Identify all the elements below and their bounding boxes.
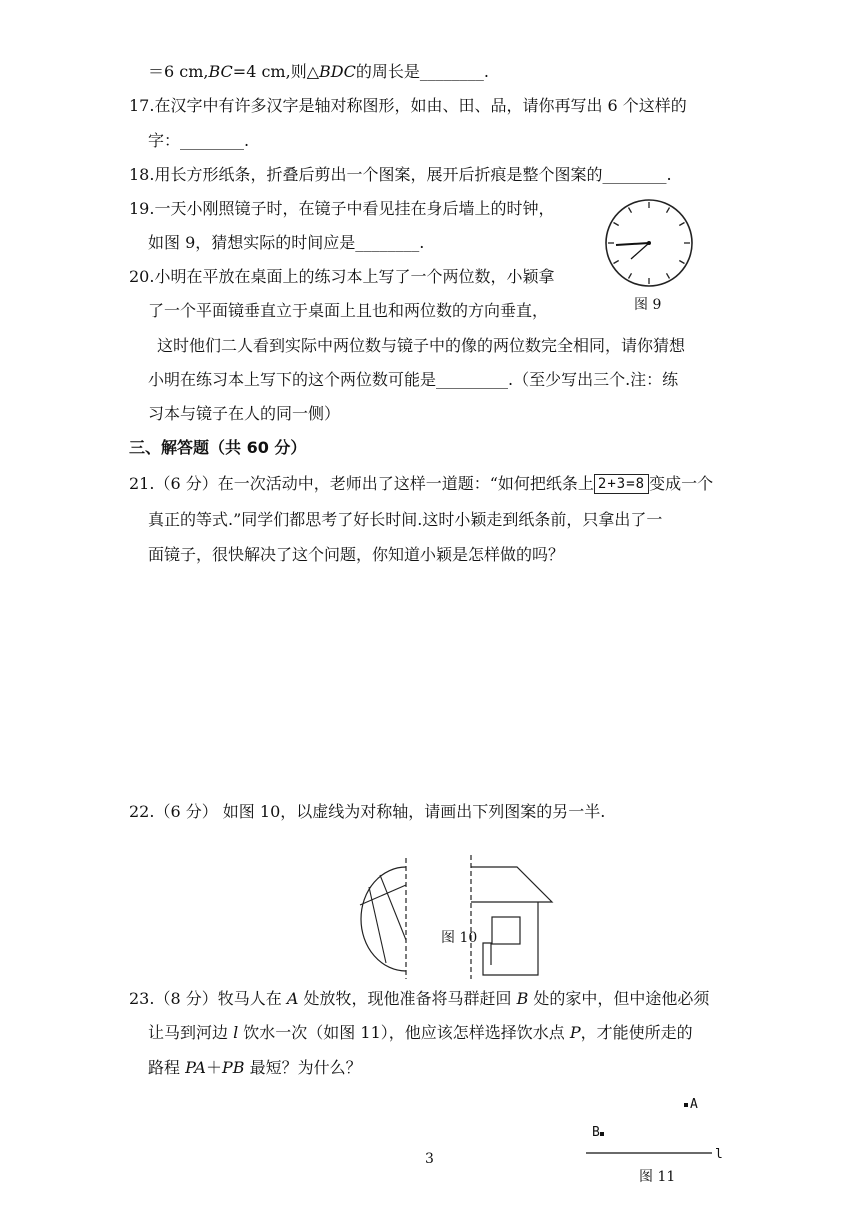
q21-line1 bbox=[129, 474, 713, 494]
q23-line3-a: 路程 bbox=[148, 1058, 186, 1077]
fig11-drawing bbox=[584, 1100, 724, 1160]
q16-bc: BC bbox=[208, 62, 233, 81]
q23-line2-a: 让马到河边 bbox=[148, 1023, 234, 1042]
fig9-caption: 图 9 bbox=[634, 297, 662, 313]
q19-line2: 如图 9，猜想实际的时间应是________. bbox=[148, 233, 425, 252]
q23-a: A bbox=[286, 989, 299, 1008]
q19-line1: 19.一天小刚照镜子时，在镜子中看见挂在身后墙上的时钟， bbox=[129, 199, 555, 218]
q16-text-c: 的周长是________. bbox=[355, 62, 489, 81]
fig10-caption: 图 10 bbox=[441, 930, 478, 946]
q23-b: B bbox=[516, 989, 529, 1008]
q23-line1 bbox=[129, 989, 709, 1009]
fig10-drawing bbox=[355, 855, 555, 985]
fig11-caption: 图 11 bbox=[639, 1169, 676, 1185]
fig11-label-b: B bbox=[592, 1125, 600, 1140]
q16-line bbox=[148, 62, 489, 82]
q23-line2-b: 饮水一次（如图 11），他应该怎样选择饮水点 bbox=[238, 1023, 570, 1042]
q21-line2: 真正的等式.”同学们都思考了好长时间.这时小颖走到纸条前，只拿出了一 bbox=[148, 510, 663, 529]
point-a-marker bbox=[684, 1103, 688, 1107]
q23-l: l bbox=[233, 1023, 239, 1042]
q23-line1-b: 处放牧，现他准备将马群赶回 bbox=[298, 989, 517, 1008]
q18-line1: 18.用长方形纸条，折叠后剪出一个图案，展开后折痕是整个图案的________. bbox=[129, 165, 672, 184]
q16-bdc: BDC bbox=[319, 62, 356, 81]
q20-line3: 这时他们二人看到实际中两位数与镜子中的像的两位数完全相同，请你猜想 bbox=[157, 336, 686, 355]
fig11-label-a: A bbox=[690, 1097, 698, 1112]
q16-text-a: ＝6 cm, bbox=[148, 62, 209, 81]
q16-text-b: =4 cm,则△ bbox=[232, 62, 319, 81]
q23-p: P bbox=[569, 1023, 581, 1042]
q21-paper-strip: 2+3=8 bbox=[594, 474, 649, 494]
q23-pa: PA bbox=[185, 1058, 206, 1077]
point-b-marker bbox=[600, 1132, 604, 1136]
q21-line3: 面镜子，很快解决了这个问题，你知道小颖是怎样做的吗？ bbox=[148, 545, 565, 564]
q21-line1-a: 21.（6 分）在一次活动中，老师出了这样一道题：“如何把纸条上 bbox=[129, 474, 594, 493]
q20-line4: 小明在练习本上写下的这个两位数可能是_________.（至少写出三个.注：练 bbox=[148, 370, 679, 389]
q21-line1-b: 变成一个 bbox=[649, 474, 714, 493]
q23-line3-c: 最短？为什么？ bbox=[244, 1058, 362, 1077]
q23-line2-c: ，才能使所走的 bbox=[580, 1023, 693, 1042]
q22-line1: 22.（6 分） 如图 10，以虚线为对称轴，请画出下列图案的另一半. bbox=[129, 802, 606, 821]
q17-line1: 17.在汉字中有许多汉字是轴对称图形，如由、田、品，请你再写出 6 个这样的 bbox=[129, 96, 687, 115]
q20-line5: 习本与镜子在人的同一侧） bbox=[148, 404, 341, 423]
q20-line1: 20.小明在平放在桌面上的练习本上写了一个两位数，小颖拿 bbox=[129, 267, 555, 286]
q23-line2 bbox=[148, 1023, 693, 1043]
page-number: 3 bbox=[425, 1151, 434, 1167]
q23-line1-a: 23.（8 分）牧马人在 bbox=[129, 989, 287, 1008]
fig11-label-l: l bbox=[715, 1147, 723, 1162]
q23-pb: PB bbox=[221, 1058, 245, 1077]
q20-line2: 了一个平面镜垂直立于桌面上且也和两位数的方向垂直， bbox=[148, 301, 549, 320]
q23-line1-c: 处的家中，但中途他必须 bbox=[528, 989, 710, 1008]
q23-line3 bbox=[148, 1058, 362, 1078]
q17-line2: 字：________. bbox=[148, 131, 250, 150]
q23-line3-b: ＋ bbox=[205, 1058, 222, 1077]
section-heading: 三、解答题（共 60 分） bbox=[129, 438, 307, 457]
fig9-clock bbox=[604, 198, 694, 288]
